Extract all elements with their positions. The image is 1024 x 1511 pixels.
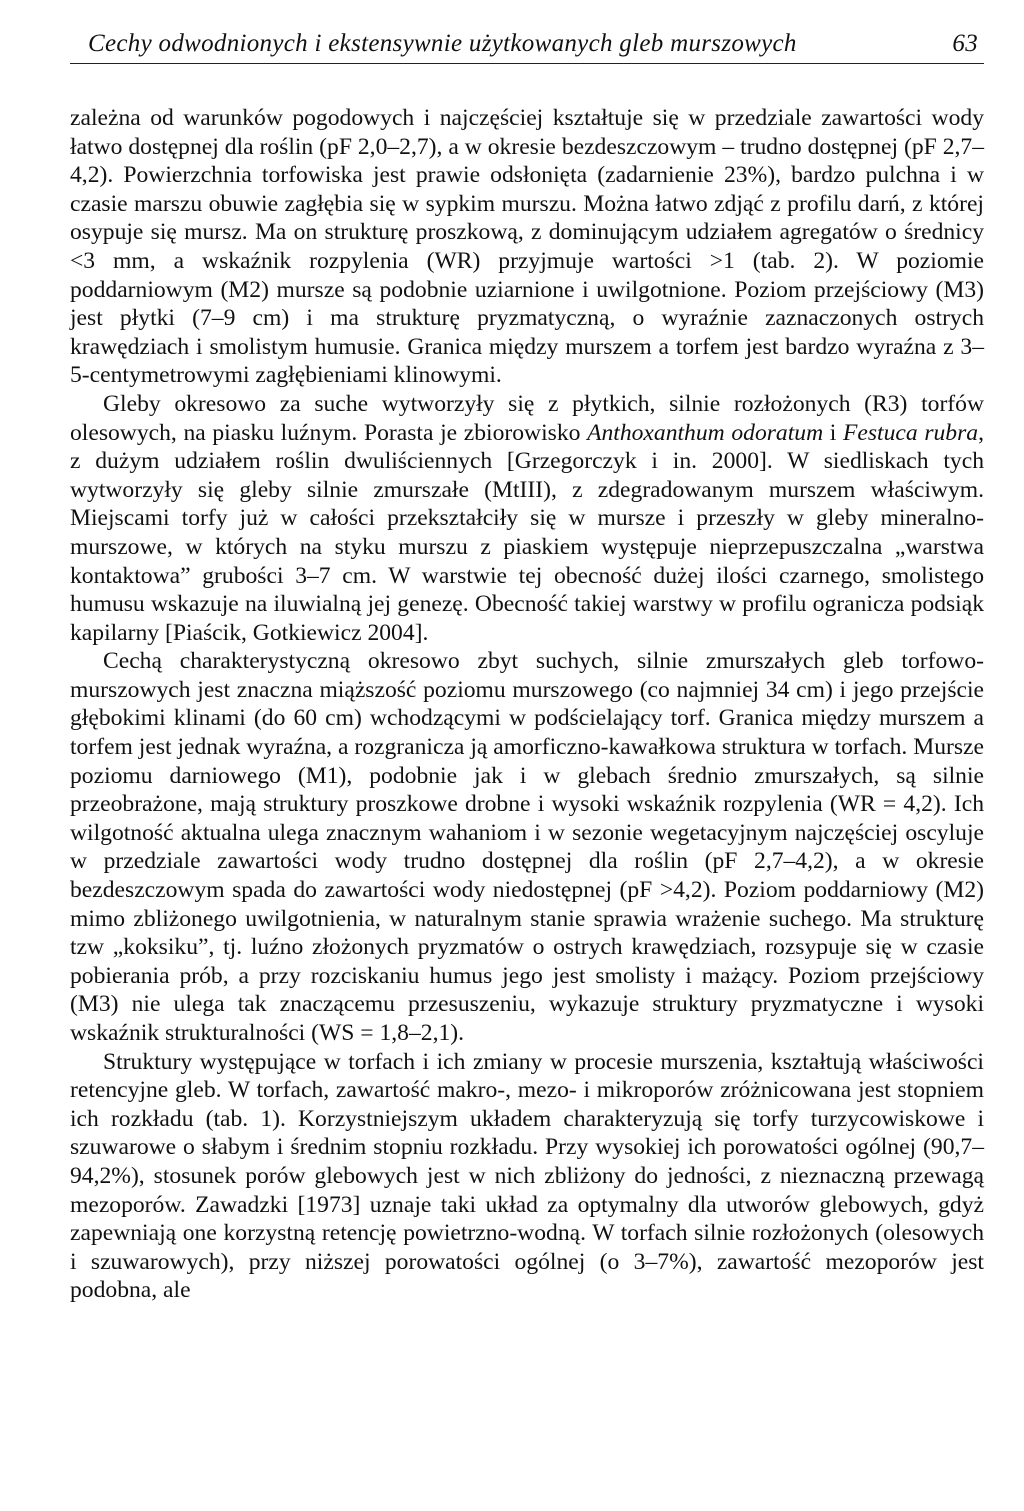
italic-text-segment: Festuca rubra [842, 419, 979, 446]
paragraph [70, 104, 984, 390]
body-text [70, 104, 984, 1305]
text-segment: Cechą charakterystyczną okresowo zbyt suchych, silnie zmurszałych gleb torfowo-murszowych jest znaczna miąższość poziomu murszowego (co najmniej 34 cm) i jego przejście głębokimi klinami (do 60 cm) wchodzącymi w podścielający torf. Granica między murszem a torfem jest jednak wyraźna, a rozgranicza ją amorficzno-kawałkowa struktura w torfach. Mursze poziomu darniowego (M1), podobnie jak i w glebach średnio zmurszałych, są silnie przeobrażone, mają struktury proszkowe drobne i wysoki wskaźnik rozpylenia (WR = 4,2). Ich wilgotność aktualna ulega znacznym wahaniom i w sezonie wegetacyjnym najczęściej oscyluje w przedziale zawartości wody trudno dostępnej dla roślin (pF 2,7–4,2), a w okresie bezdeszczowym spada do zawartości wody niedostępnej (pF >4,2). Poziom poddarniowy (M2) mimo zbliżonego uwilgotnienia, w naturalnym stanie sprawia wrażenie suchego. Ma strukturę tzw „koksiku”, tj. luźno złożonych pryzmatów o ostrych krawędziach, rozsypuje się w czasie pobierania prób, a przy rozciskaniu humus jego jest smolisty i mażący. Poziom przejściowy (M3) nie ulega tak znaczącemu przesuszeniu, wykazuje struktury pryzmatyczne i wysoki wskaźnik strukturalności (WS = 1,8–2,1). [70, 648, 984, 1046]
page [70, 30, 984, 1305]
running-title: Cechy odwodnionych i ekstensywnie użytkowanych gleb murszowych [88, 30, 797, 57]
paragraph [70, 390, 984, 647]
text-segment: zależna od warunków pogodowych i najczęściej kształtuje się w przedziale zawartości wody łatwo dostępnej dla roślin (pF 2,0–2,7), a w okresie bezdeszczowym – trudno dostępnej (pF 2,7–4,2). Powierzchnia torfowiska jest prawie odsłonięta (zadarnienie 23%), bardzo pulchna i w czasie marszu obuwie zagłębia się w sypkim murszu. Można łatwo zdjąć z profilu darń, z której osypuje się mursz. Ma on strukturę proszkową, z dominującym udziałem agregatów o średnicy <3 mm, a wskaźnik rozpylenia (WR) przyjmuje wartości >1 (tab. 2). W poziomie poddarniowym (M2) mursze są podobnie uziarnione i uwilgotnione. Poziom przejściowy (M3) jest płytki (7–9 cm) i ma strukturę pryzmatyczną, o wyraźnie zaznaczonych ostrych krawędziach i smolistym humusie. Granica między murszem a torfem jest bardzo wyraźna z 3–5-centymetrowymi zagłębieniami klinowymi. [70, 105, 984, 389]
paragraph [70, 1048, 984, 1305]
text-segment: Gleby okresowo za suche wytworzyły się z płytkich, silnie rozłożonych (R3) torfów olesowych, na piasku luźnym. Porasta je zbiorowisko [70, 390, 984, 446]
text-segment: , z dużym udziałem roślin dwuliściennych [Grzegorczyk i in. 2000]. W siedliskach tych wytworzyły się gleby silnie zmurszałe (MtIII), z zdegradowanym murszem właściwym. Miejscami torfy już w całości przekształciły się w mursze i przeszły w gleby mineralno-murszowe, w których na styku murszu z piaskiem występuje nieprzepuszczalna „warstwa kontaktowa” grubości 3–7 cm. W warstwie tej obecność dużej ilości czarnego, smolistego humusu wskazuje na iluwialną jej genezę. Obecność takiej warstwy w profilu ogranicza podsiąk kapilarny [Piaścik, Gotkiewicz 2004]. [70, 419, 984, 646]
paragraph [70, 647, 984, 1047]
running-header [70, 30, 984, 64]
text-segment: Struktury występujące w torfach i ich zmiany w procesie murszenia, kształtują właściwości retencyjne gleb. W torfach, zawartość makro-, mezo- i mikroporów zróżnicowana jest stopniem ich rozkładu (tab. 1). Korzystniejszym układem charakteryzują się torfy turzycowiskowe i szuwarowe o słabym i średnim stopniu rozkładu. Przy wysokiej ich porowatości ogólnej (90,7–94,2%), stosunek porów glebowych jest w nich zbliżony do jedności, z nieznaczną przewagą mezoporów. Zawadzki [1973] uznaje taki układ za optymalny dla utworów glebowych, gdyż zapewniają one korzystną retencję powietrzno-wodną. W torfach silnie rozłożonych (olesowych i szuwarowych), przy niższej porowatości ogólnej (o 3–7%), zawartość mezoporów jest podobna, ale [70, 1048, 984, 1304]
page-number: 63 [952, 30, 978, 57]
italic-text-segment: Anthoxanthum odoratum [587, 419, 824, 446]
text-segment: i [823, 419, 843, 446]
